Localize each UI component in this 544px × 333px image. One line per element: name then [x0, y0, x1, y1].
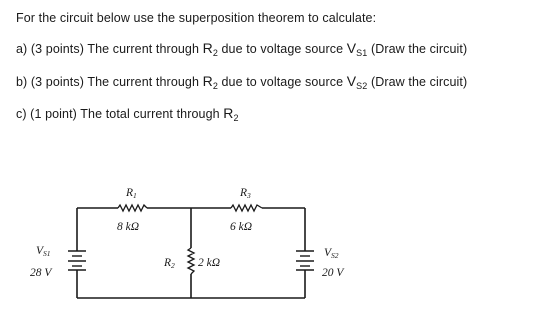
- vs1-battery-symbol: [68, 251, 86, 270]
- vs2-battery-symbol: [296, 251, 314, 270]
- r1-value: 8 kΩ: [117, 221, 140, 233]
- question-a-prefix: a) (3 points) The current through: [16, 42, 203, 56]
- question-b-suffix: (Draw the circuit): [367, 75, 468, 89]
- intro-text: For the circuit below use the superposition theorem to calculate:: [16, 11, 377, 25]
- question-c-resistor: R: [223, 105, 234, 121]
- r2-resistor-symbol: [188, 248, 194, 274]
- r2-value: 2 kΩ: [198, 257, 221, 269]
- question-a-resistor-sub: 2: [212, 48, 218, 58]
- question-a-resistor: R: [202, 40, 213, 56]
- question-b-source: V: [346, 73, 357, 89]
- question-b-mid: due to voltage source: [217, 75, 347, 89]
- vs1-value: 28 V: [30, 267, 52, 279]
- r3-resistor-symbol: [231, 205, 262, 211]
- question-b-resistor-sub: 2: [212, 81, 218, 91]
- r2-label: R2: [164, 257, 175, 270]
- vs2-label: VS2: [324, 247, 339, 260]
- r3-value: 6 kΩ: [230, 221, 253, 233]
- question-a-suffix: (Draw the circuit): [367, 42, 468, 56]
- question-b-prefix: b) (3 points) The current through: [16, 75, 203, 89]
- question-b-resistor: R: [202, 73, 213, 89]
- question-a-mid: due to voltage source: [217, 42, 347, 56]
- r1-resistor-symbol: [118, 205, 147, 211]
- vs2-value: 20 V: [322, 267, 344, 279]
- question-b-source-sub: S2: [356, 81, 368, 91]
- r1-label: R1: [126, 187, 137, 200]
- question-a-source: V: [346, 40, 357, 56]
- r3-label: R3: [240, 187, 251, 200]
- question-c-prefix: c) (1 point) The total current through: [16, 107, 224, 121]
- question-a-source-sub: S1: [356, 48, 368, 58]
- circuit-wires: [77, 208, 305, 298]
- vs1-label: VS1: [36, 245, 51, 258]
- question-c-resistor-sub: 2: [233, 113, 239, 123]
